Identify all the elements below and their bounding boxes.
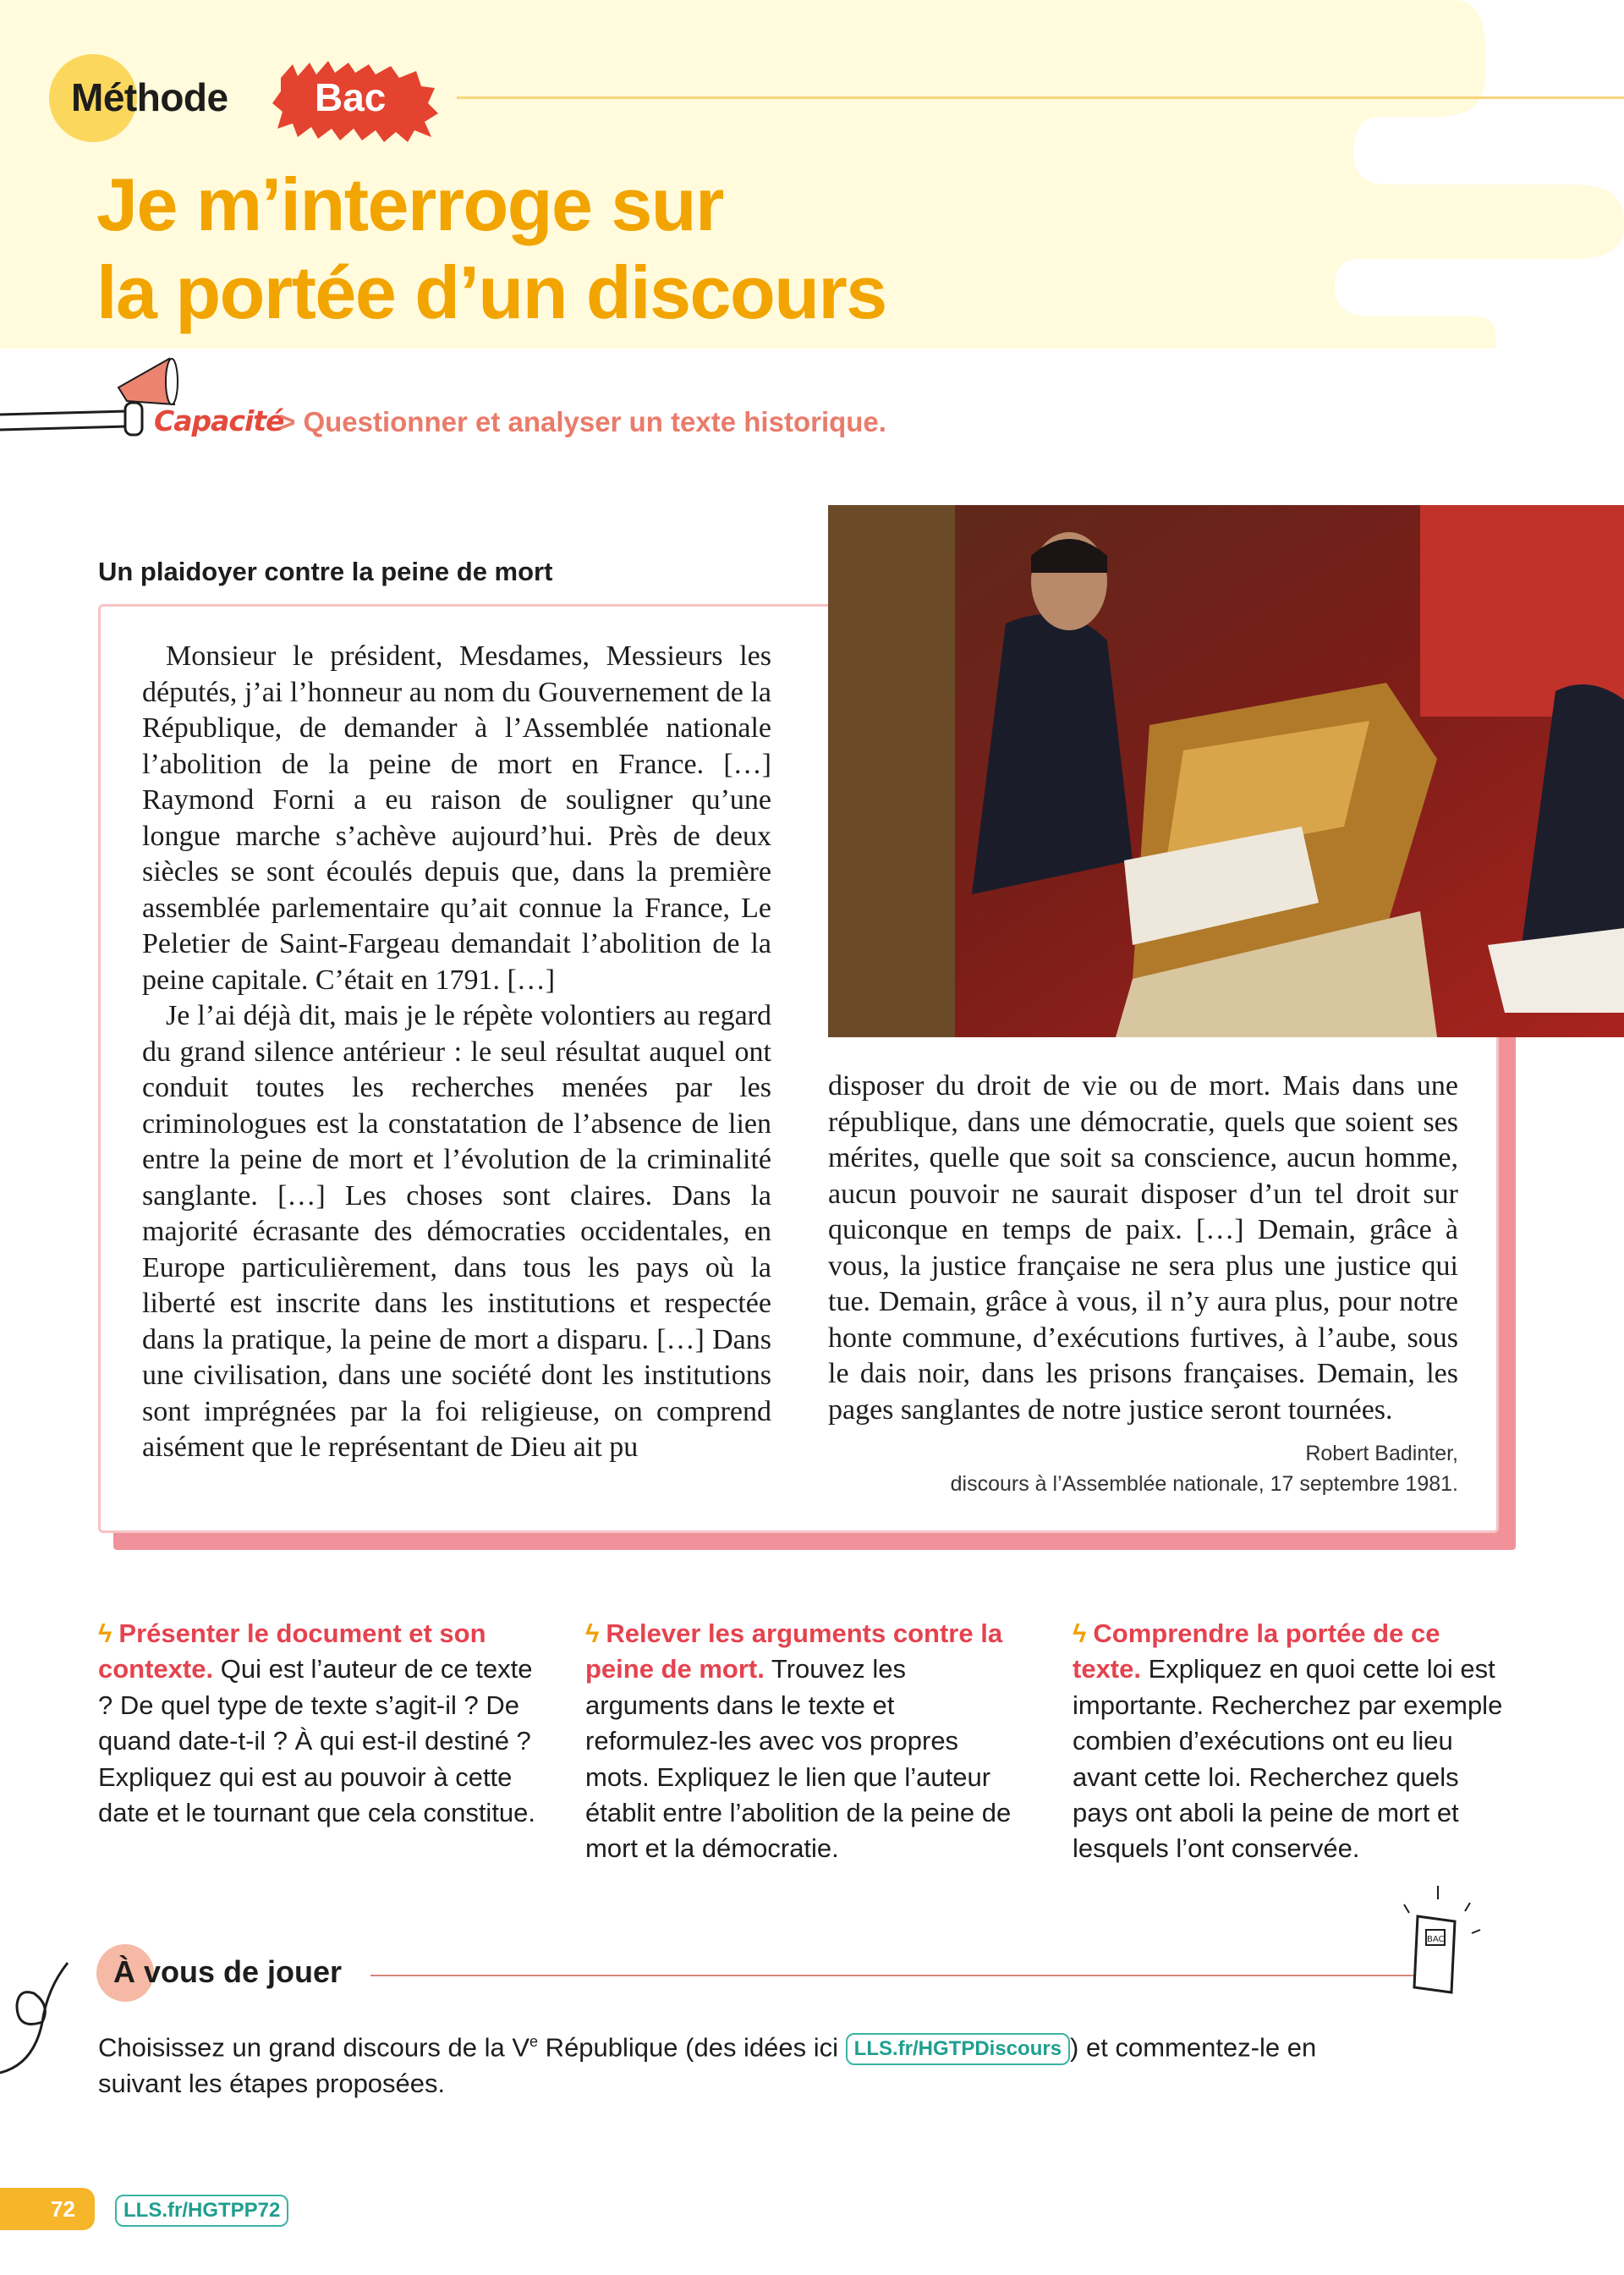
superscript-e: e	[529, 2033, 539, 2050]
badinter-photo	[828, 505, 1624, 1037]
bac-icon-text: BAC	[1427, 1935, 1445, 1944]
page-link[interactable]: LLS.fr/HGTPP72	[115, 2195, 288, 2227]
capacite-text: > Questionner et analyser un texte historique.	[279, 406, 886, 437]
bac-book-icon	[1379, 1882, 1506, 2001]
doodle-swirl-icon	[0, 1954, 76, 2081]
question-2-heading: Relever les arguments contre la peine de mort.	[585, 1618, 1003, 1684]
instructions-text: Choisissez un grand discours de la V	[98, 2032, 530, 2063]
source-details: discours à l’Assemblée nationale, 17 septembre 1981.	[950, 1472, 1458, 1496]
page-number: 72	[51, 2196, 75, 2222]
bac-label: Bac	[315, 75, 387, 119]
title-line-2: la portée d’un discours	[96, 250, 886, 334]
source-attribution	[828, 1438, 1458, 1499]
header-rule	[457, 96, 1624, 99]
page-title	[96, 161, 886, 337]
instructions-text: République (des idées ici	[538, 2032, 846, 2063]
title-line-1: Je m’interroge sur	[96, 162, 723, 246]
discours-link[interactable]: LLS.fr/HGTPDiscours	[846, 2033, 1070, 2065]
lightning-icon: ϟ	[585, 1618, 600, 1648]
lightning-icon: ϟ	[1073, 1618, 1087, 1648]
question-3	[1073, 1616, 1512, 1867]
methode-label: Méthode	[71, 75, 228, 119]
document-heading: Un plaidoyer contre la peine de mort	[98, 557, 553, 586]
question-3-text: Expliquez en quoi cette loi est importante. Recherchez par exemple combien d’exécutions ont eu lieu avant cette loi. Recherchez quels pays ont aboli la peine de mort et lesquels l’ont conservée.	[1073, 1654, 1503, 1864]
speech-text-right-column	[828, 1069, 1458, 1428]
question-1-heading: Présenter le document et son contexte.	[98, 1618, 486, 1684]
speech-paragraph-1: Monsieur le président, Mesdames, Messieurs les députés, j’ai l’honneur au nom du Gouvernement de la République, de demander à l’Assemblée nationale l’abolition de la peine de mort en France. […] Raymond Forni a eu raison de souligner qu’une longue marche s’achève aujourd’hui. Près de deux siècles se sont écoulés depuis que, dans la première assemblée parlementaire qu’ait connue la France, Le Peletier de Saint-Fargeau demandait l’abolition de la peine capitale. C’était en 1791. […]	[142, 640, 771, 996]
question-1-text: Qui est l’auteur de ce texte ? De quel type de texte s’agit-il ? De quand date-t-il ? À qui est-il destiné ? Expliquez qui est au pouvoir à cette date et le tournant que cela constitue.	[98, 1654, 536, 1828]
question-3-heading: Comprendre la portée de ce texte.	[1073, 1618, 1440, 1684]
question-1	[98, 1616, 538, 1831]
question-2-text: Trouvez les arguments dans le texte et reformulez-les avec vos propres mots. Expliquez le lien que l’auteur établit entre l’abolition de la peine de mort et la démocratie.	[585, 1654, 1012, 1864]
page-number-box	[0, 2188, 95, 2230]
speech-text-left-column	[142, 639, 771, 1466]
question-2	[585, 1616, 1025, 1867]
source-author: Robert Badinter,	[1305, 1442, 1458, 1465]
capacite-label: Capacité	[154, 404, 284, 437]
a-vous-title: À vous de jouer	[113, 1954, 343, 1989]
lightning-icon: ϟ	[98, 1618, 112, 1648]
a-vous-instructions	[98, 2024, 1367, 2102]
instructions-text: ) et commentez-le en suivant les étapes proposées.	[98, 2032, 1317, 2099]
speech-paragraph-continued: disposer du droit de vie ou de mort. Mais dans une république, dans une démocratie, quels que soient ses mérites, quelle que soit sa conscience, aucun homme, aucun pouvoir ne saurait disposer d’un tel droit sur quiconque en temps de paix. […] Demain, grâce à vous, la justice française ne sera plus une justice qui tue. Demain, grâce à vous, il n’y aura plus, pour notre honte commune, d’exécutions furtives, à l’aube, sous le dais noir, dans les prisons françaises. Demain, les pages sanglantes de notre justice seront tournées.	[828, 1070, 1458, 1426]
a-vous-rule	[370, 1975, 1416, 1976]
speech-paragraph-2: Je l’ai déjà dit, mais je le répète volontiers au regard du grand silence antérieur : le seul résultat auquel ont conduit toutes les recherches menées par les criminologues est la constatation de l’absence de lien entre la peine de mort et l’évolution de la criminalité sanglante. […] Les choses sont claires. Dans la majorité écrasante des démocraties occidentales, en Europe particulièrement, dans tous les pays où la liberté est inscrite dans les institutions et respectée dans la pratique, la peine de mort a disparu. […] Dans une civilisation, dans une société dont les institutions sont imprégnées par la foi religieuse, on comprend aisément que le représentant de Dieu ait pu	[142, 1000, 771, 1463]
